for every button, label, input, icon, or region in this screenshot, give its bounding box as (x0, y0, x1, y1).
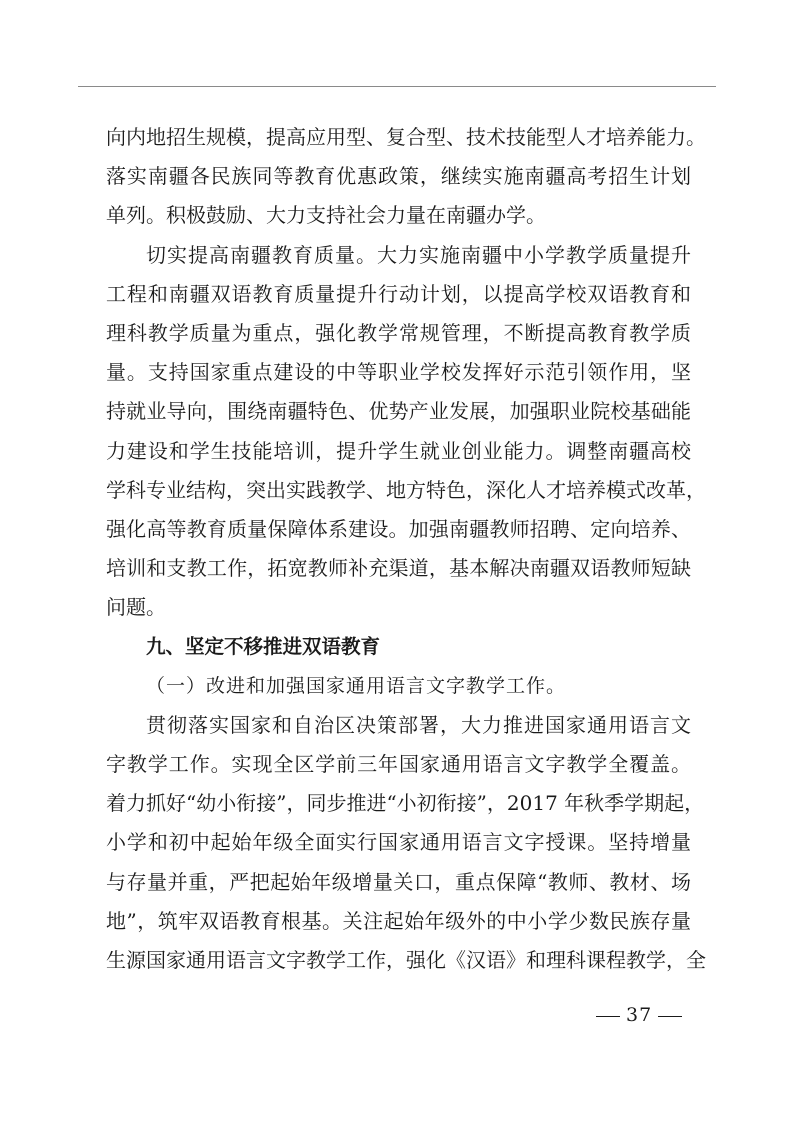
body-line: 量。支持国家重点建设的中等职业学校发挥好示范引领作用，坚 (106, 360, 691, 385)
body-line: 工程和南疆双语教育质量提升行动计划，以提高学校双语教育和 (106, 281, 691, 306)
page-number (590, 1003, 690, 1027)
body-line: 着力抓好“幼小衔接”，同步推进“小初衔接”，2017 年秋季学期起， (106, 791, 705, 816)
body-line: 字教学工作。实现全区学前三年国家通用语言文字教学全覆盖。 (106, 752, 691, 776)
page-number-dash-left (596, 1016, 620, 1017)
subsection-heading: （一）改进和加强国家通用语言文字教学工作。 (146, 674, 567, 697)
body-line: 与存量并重，严把起始年级增量关口，重点保障“教师、教材、场 (106, 869, 691, 894)
body-line: 持就业导向，围绕南疆特色、优势产业发展，加强职业院校基础能 (106, 399, 691, 424)
body-line: 培训和支教工作，拓宽教师补充渠道，基本解决南疆双语教师短缺 (106, 556, 691, 581)
paragraph-first-line: 贯彻落实国家和自治区决策部署，大力推进国家通用语言文 (146, 712, 691, 737)
page-body (106, 118, 706, 980)
header-rule (78, 86, 716, 87)
section-heading: 九、坚定不移推进双语教育 (146, 635, 381, 659)
body-line: 生源国家通用语言文字教学工作，强化《汉语》和理科课程教学，全 (106, 947, 706, 972)
paragraph-last-line: 单列。积极鼓励、大力支持社会力量在南疆办学。 (106, 203, 546, 228)
body-line: 理科教学质量为重点，强化教学常规管理，不断提高教育教学质 (106, 320, 691, 345)
body-line: 落实南疆各民族同等教育优惠政策，继续实施南疆高考招生计划 (106, 164, 691, 189)
page-number-dash-right (658, 1016, 682, 1017)
body-line: 强化高等教育质量保障体系建设。加强南疆教师招聘、定向培养、 (106, 516, 691, 541)
paragraph-last-line: 问题。 (106, 595, 166, 620)
body-line: 小学和初中起始年级全面实行国家通用语言文字授课。坚持增量 (106, 830, 691, 855)
body-line: 地”，筑牢双语教育根基。关注起始年级外的中小学少数民族存量 (106, 908, 691, 933)
body-line: 学科专业结构，突出实践教学、地方特色，深化人才培养模式改革， (106, 477, 706, 502)
body-line: 力建设和学生技能培训，提升学生就业创业能力。调整南疆高校 (106, 438, 691, 463)
paragraph-first-line: 切实提高南疆教育质量。大力实施南疆中小学教学质量提升 (146, 242, 691, 267)
body-line: 向内地招生规模，提高应用型、复合型、技术技能型人才培养能力。 (106, 125, 706, 149)
page-number-value: 37 (626, 1004, 653, 1026)
